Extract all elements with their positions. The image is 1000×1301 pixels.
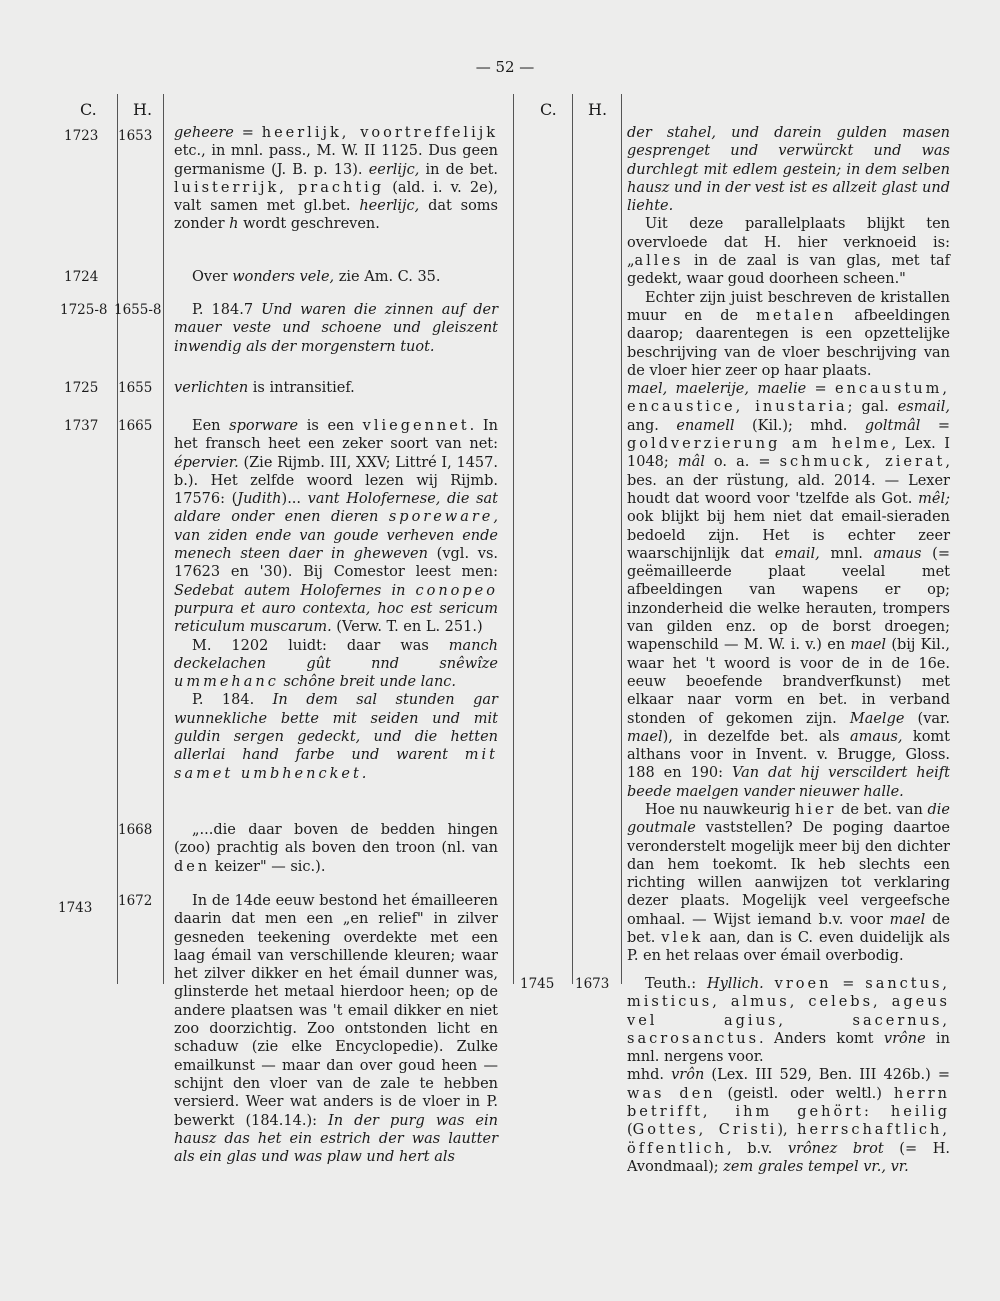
verse-number-c: 1745 — [520, 976, 555, 992]
page-number: — 52 — — [475, 58, 535, 76]
entry-right-continuation: der stahel, und darein gulden masen gesprenget und verwürckt und was durchlegt mit edlem gestein; in dem selben hausz und in der vest ist es allzeit glast und liehte. Uit deze parallelplaats blijkt ten overvloede dat H. hier verknoeid is: „alles in de zaal is van glas, met taf gedekt, waar goud doorheen scheen." Echter zijn juist beschreven de kristallen muur en de metalen afbeeldingen daarop; daarentegen is een opzettelijke beschrijving van de vloer beschrijving van de vloer hier zeer op haar plaats. mael, maelerije, maelie = encaustum, encaustice, inustaria; gal. esmail, ang. enamell (Kil.); mhd. goltmâl = goldverzierung am helme, Lex. I 1048; mâl o. a. = schmuck, zierat, bes. an der rüstung, ald. 2014. — Lexer houdt dat woord voor 'tzelfde als Got. mêl; ook blijkt bij hem niet dat email-sieraden bedoeld zijn. Het is echter zeer waarschijnlijk dat email, mnl. amaus (= geëmailleerde plaat veelal met afbeeldingen van wapens er op; inzonderheid die welke herauten, trompers van gilden enz. op de borst droegen; wapenschild — M. W. i. v.) en mael (bij Kil., waar het 't woord is voor de in de 16e. eeuw beoefende brandverfkunst) met elkaar naar vorm en bet. in verband stonden of gekomen zijn. Maelge (var. mael), in dezelfde bet. als amaus, komt althans voor in Invent. v. Brugge, Gloss. 188 en 190: Van dat hij verscildert heift beede maelgen vander nieuwer halle. Hoe nu nauwkeurig hier de bet. van die goutmale vaststellen? De poging daartoe veronderstelt mogelijk meer bij den dichter dan hem toekomt. Ik heb slechts een richting willen aanwijzen tot verklaring dezer plaats. Mogelijk veel vergeefsche omhaal. — Wijst iemand b.v. voor mael de bet. vlek aan, dan is C. even duidelijk als P. en het relaas over émail overbodig. — [627, 125, 951, 965]
column-rule — [621, 94, 622, 984]
column-rule — [572, 94, 573, 984]
verse-number-c: 1724 — [64, 269, 99, 285]
column-rule — [117, 94, 118, 984]
entry-1668: „...die daar boven de bedden hingen (zoo) prachtig als boven den troon (nl. van den keizer" — sic.). — [174, 822, 498, 875]
entry-1745: Teuth.: Hyllich. vroen = sanctus, misticus, almus, celebs, ageus vel agius, sacernus, sacrosanctus. Anders komt vrône in mnl. nergens voor. mhd. vrôn (Lex. III 529, Ben. III 426b.) = was den (geistl. oder weltl.) herrn betrifft, ihm gehört: heilig (Gottes, Cristi), herrschaftlich, öffentlich, b.v. vrônez brot (= H. Avondmaal); zem grales tempel vr., vr. — [627, 976, 951, 1175]
column-rule — [513, 94, 514, 984]
verse-number-h: 1665 — [118, 418, 153, 434]
verse-number-h: 1673 — [575, 976, 610, 992]
right-header-c: C. — [540, 100, 557, 119]
verse-number-c: 1725 — [64, 380, 99, 396]
verse-number-h: 1668 — [118, 822, 153, 838]
verse-number-c: 1737 — [64, 418, 99, 434]
entry-1725: verlichten is intransitief. — [174, 380, 355, 396]
entry-1723: geheere = heerlijk, voortreffelijk etc., in mnl. pass., M. W. II 1125. Dus geen germanisme (J. B. p. 13). eerlijc, in de bet. luisterrijk, prachtig (ald. i. v. 2e), valt samen met gl.bet. heerlijc, dat soms zonder h wordt geschreven. — [174, 125, 499, 233]
verse-number-h: 1655 — [118, 380, 153, 396]
verse-number-h: 1655-8 — [114, 302, 162, 318]
entry-1725-8: P. 184.7 Und waren die zinnen auf der mauer veste und schoene und gleiszent inwendig als der morgenstern tuot. — [174, 302, 499, 355]
entry-1724: Over wonders vele, zie Am. C. 35. — [192, 269, 441, 285]
right-header-h: H. — [588, 100, 608, 119]
verse-number-c: 1743 — [58, 900, 93, 916]
entry-1737: Een sporware is een vliegennet. In het fransch heet een zeker soort van net: épervier. (Zie Rijmb. III, XXV; Littré I, 1457. b.). Het zelfde woord lezen wij Rijmb. 17576: (Judith)... vant Holofernese, die sat aldare onder enen dieren sporeware, van ziden ende van goude verheven ende menech steen daer in gheweven (vgl. vs. 17623 en '30). Bij Comestor leest men: Sedebat autem Holofernes in conopeo purpura et auro contexta, hoc est sericum reticulum muscarum. (Verw. T. en L. 251.) M. 1202 luidt: daar was manch deckelachen gût nnd snêwîze ummehanc schône breit unde lanc. P. 184. In dem sal stunden gar wunnekliche bette mit seiden und mit guldin sergen gedeckt, und die hetten allerlai hand farbe und warent mit samet umbhencket. — [174, 418, 499, 782]
verse-number-h: 1672 — [118, 893, 153, 909]
verse-number-c: 1723 — [64, 128, 99, 144]
left-header-h: H. — [133, 100, 153, 119]
left-header-c: C. — [80, 100, 97, 119]
column-rule — [163, 94, 164, 984]
verse-number-h: 1653 — [118, 128, 153, 144]
verse-number-c: 1725-8 — [60, 302, 108, 318]
entry-1743: In de 14de eeuw bestond het émailleeren daarin dat men een „en relief" in zilver gesneden teekening overdekte met een laag émail van verschillende kleuren; waar het zilver dikker en het émail dunner was, glinsterde het metaal hierdoor heen; op de andere plaatsen was 't email dikker en niet zoo doorzichtig. Zoo ontstonden licht en schaduw (zie elke Encyclopedie). Zulke emailkunst — maar dan over goud heen — schijnt den vloer van de zale te hebben versierd. Weer wat anders is de vloer in P. bewerkt (184.14.): In der purg was ein hausz das het ein estrich der was lautter als ein glas und was plaw und hert als — [174, 893, 498, 1166]
